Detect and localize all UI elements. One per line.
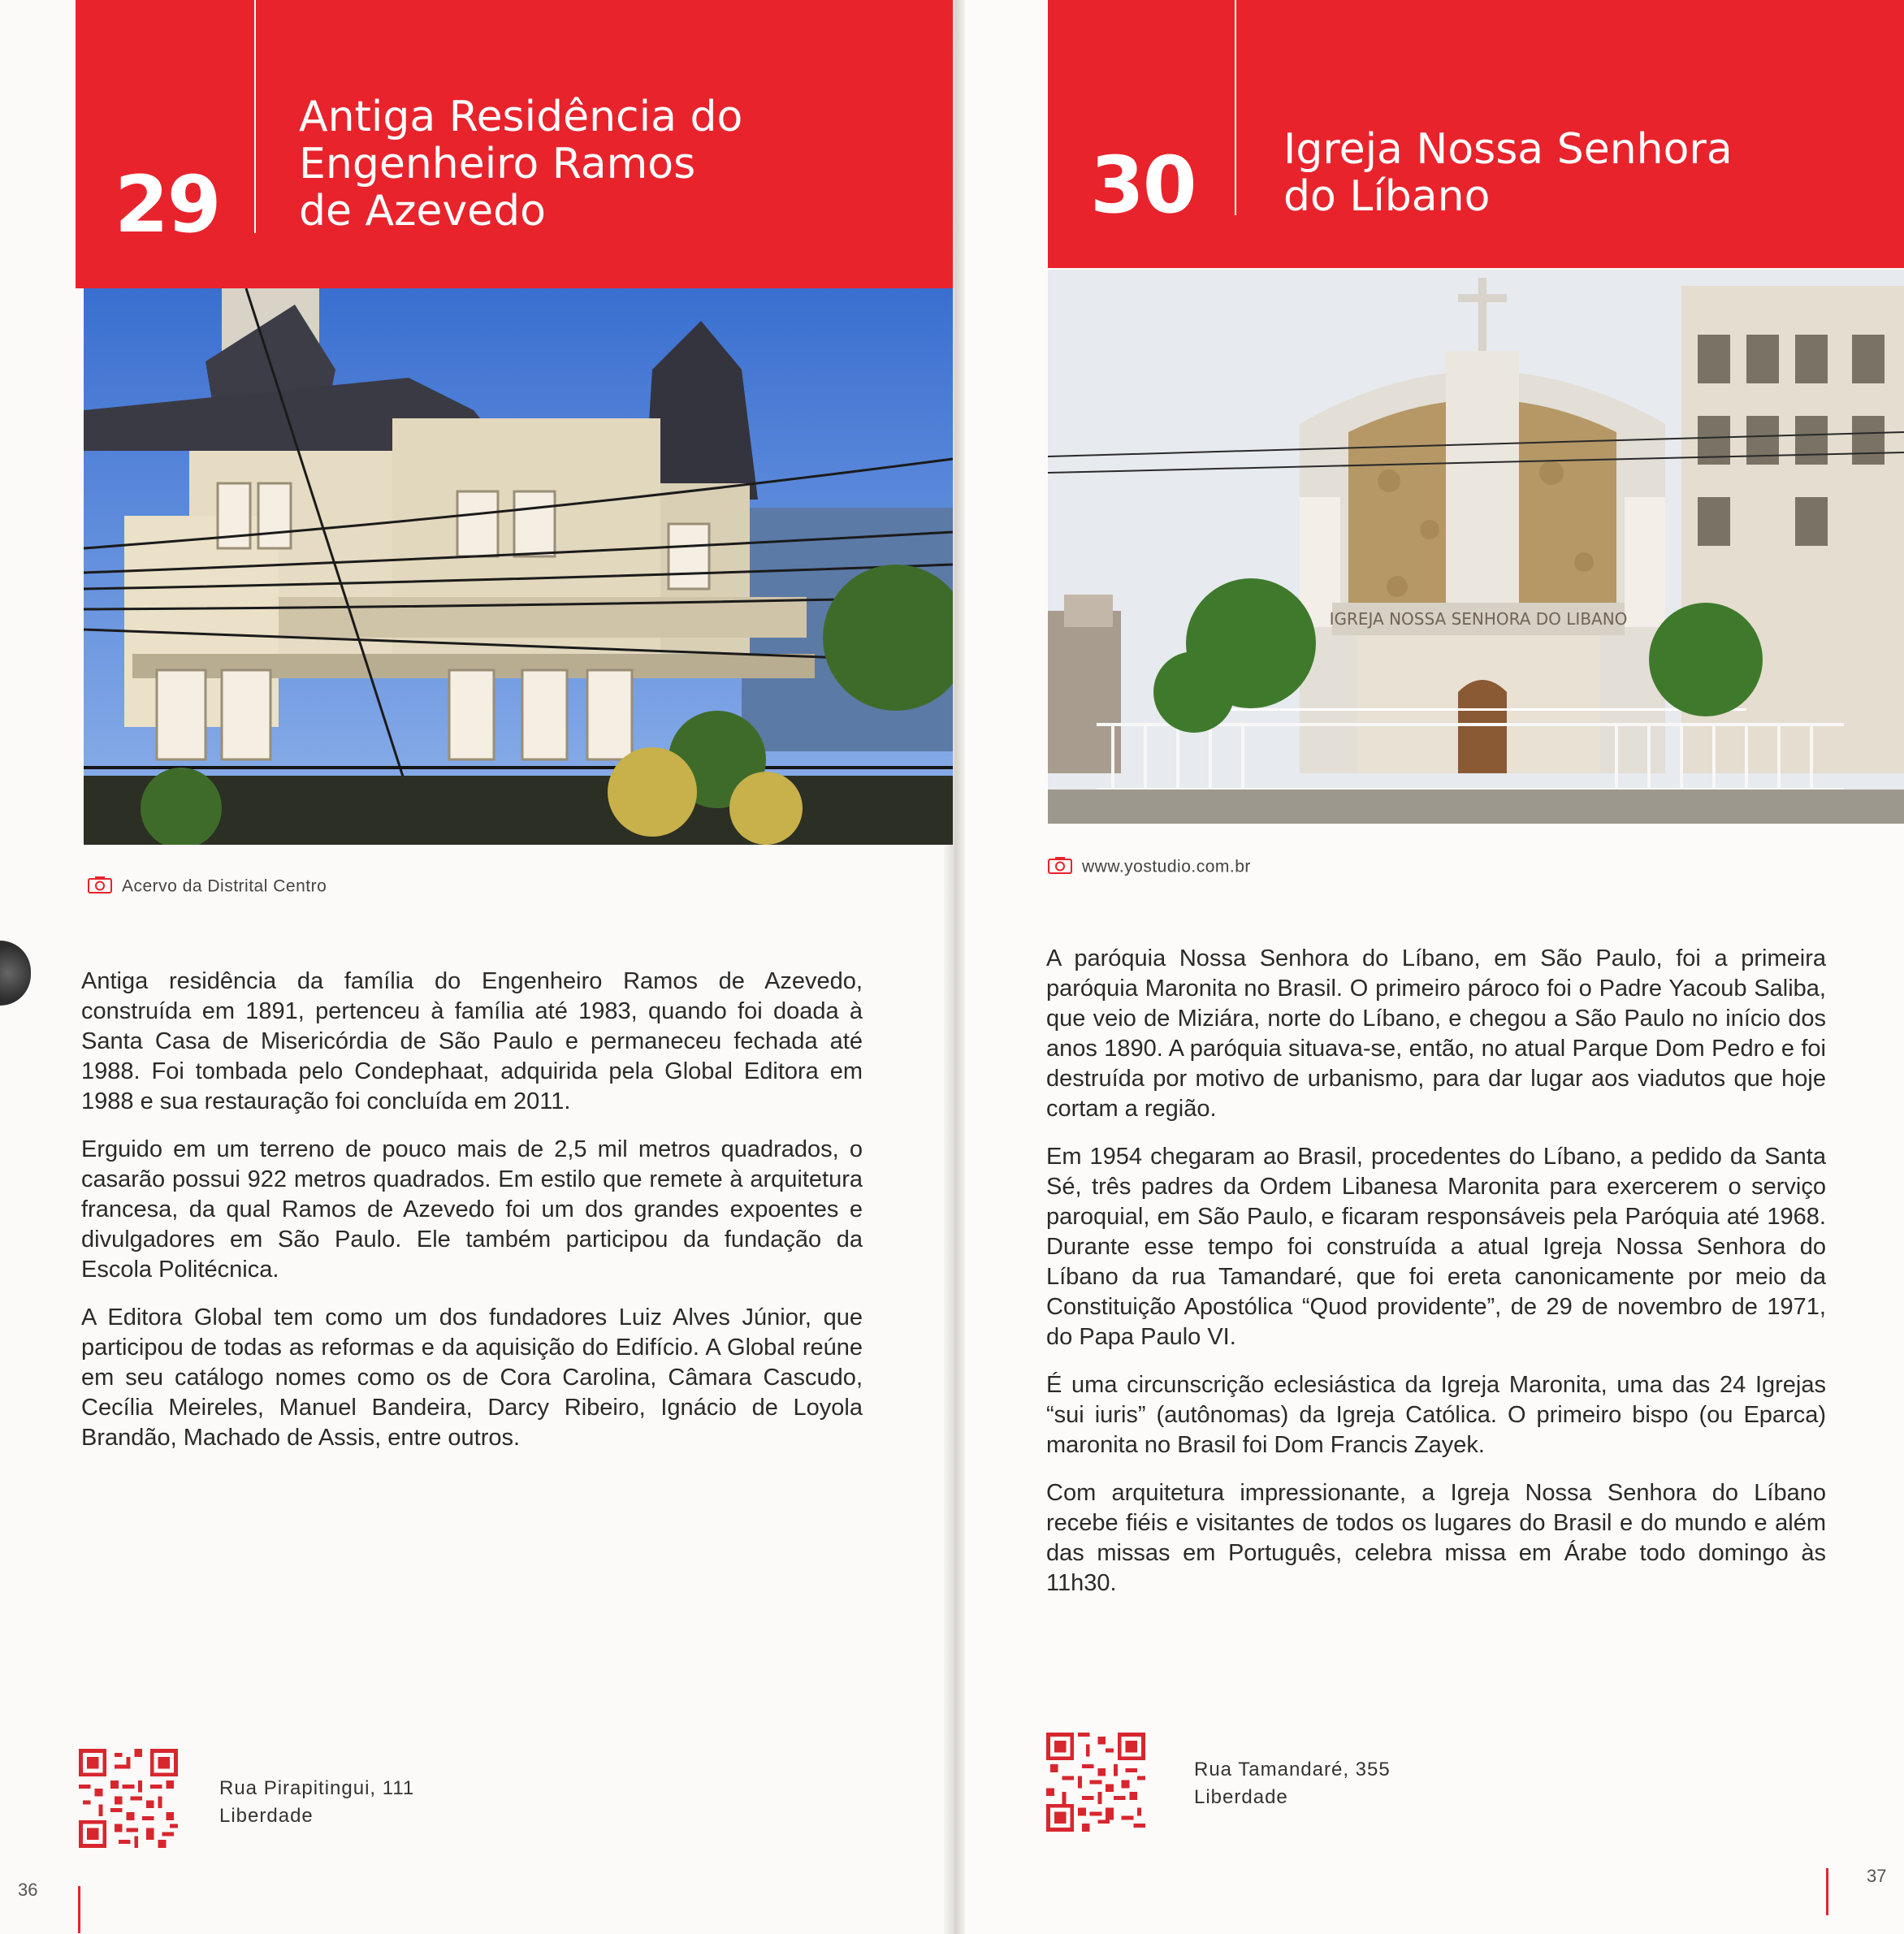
address (219, 1775, 414, 1830)
address (1194, 1756, 1391, 1811)
address-district: Liberdade (1194, 1786, 1288, 1808)
photo-igreja-libano (1048, 270, 1904, 824)
photo-credit (1048, 856, 1251, 879)
header-30 (1048, 0, 1904, 268)
address-district: Liberdade (219, 1805, 314, 1827)
qr-code[interactable] (1046, 1733, 1145, 1832)
address-street: Rua Pirapitingui, 111 (219, 1777, 415, 1799)
paragraph: É uma circunscrição eclesiástica da Igreja Maronita, uma das 24 Igrejas “sui iuris” (autônomas) da Igreja Católica. O primeiro bispo (ou Eparca) maronita no Brasil foi Dom Francis Zayek. (1046, 1372, 1826, 1458)
camera-icon (88, 876, 112, 898)
paragraph: A Editora Global tem como um dos fundadores Luiz Alves Júnior, que participou de todas as reformas e da aquisição do Edifício. A Global reúne em seu catálogo nomes como os de Cora Carolina, Câmara Cascudo, Cecília Meireles, Manuel Bandeira, Darcy Ribeiro, Ignácio de Loyola Brandão, Machado de Assis, entre outros. (81, 1304, 863, 1451)
address-street: Rua Tamandaré, 355 (1194, 1759, 1391, 1780)
photo-credit (88, 876, 327, 898)
camera-icon (1048, 856, 1072, 879)
photo-ramos-azevedo-residence (84, 288, 953, 845)
body-text (1046, 944, 1826, 1616)
paragraph: Em 1954 chegaram ao Brasil, procedentes do Líbano, a pedido da Santa Sé, três padres da Ordem Libanesa Maronita para exercerem o serviço paroquial, em São Paulo, e ficaram responsáveis pela Paróquia até 1968. Durante esse tempo foi construída a atual Igreja Nossa Senhora do Líbano da rua Tamandaré, que foi ereta canonicamente por meio da Constituição Apostólica “Quod providente”, de 29 de novembro de 1971, do Papa Paulo VI. (1046, 1144, 1826, 1350)
page-marker (1826, 1868, 1828, 1915)
photo-credit-text: www.yostudio.com.br (1082, 857, 1251, 876)
paragraph: Com arquitetura impressionante, a Igreja Nossa Senhora do Líbano recebe fiéis e visitantes de todos os lugares do Brasil e do mundo e além das missas em Português, celebra missa em Árabe todo domingo às 11h30. (1046, 1480, 1826, 1596)
page-number: 36 (18, 1880, 38, 1900)
entry-number: 30 (1090, 140, 1196, 231)
header-29 (76, 0, 953, 288)
body-text (81, 967, 863, 1471)
paragraph: A paróquia Nossa Senhora do Líbano, em São Paulo, foi a primeira paróquia Maronita no Brasil. O primeiro pároco foi o Padre Yacoub Saliba, que veio de Miziára, norte do Líbano, e chegou a São Paulo no início dos anos 1890. A paróquia situava-se, então, no atual Parque Dom Pedro e foi destruída por motivo de urbanismo, para dar lugar aos viadutos que hoje cortam a região. (1046, 945, 1826, 1122)
header-divider (254, 0, 256, 233)
qr-code[interactable] (79, 1749, 178, 1848)
entry-title: Antiga Residência do Engenheiro Ramos de Azevedo (299, 93, 743, 236)
paragraph: Antiga residência da família do Engenheiro Ramos de Azevedo, construída em 1891, pertenceu à família até 1983, quando foi doada à Santa Casa de Misericórdia de São Paulo e permaneceu fechada até 1988. Foi tombada pelo Condephaat, adquirida pela Global Editora em 1988 e sua restauração foi concluída em 2011. (81, 968, 863, 1114)
church-sign: IGREJA NOSSA SENHORA DO LIBANO (1329, 609, 1628, 629)
photo-credit-text: Acervo da Distrital Centro (122, 876, 327, 896)
entry-title: Igreja Nossa Senhora do Líbano (1283, 125, 1733, 221)
page-number: 37 (1867, 1866, 1887, 1886)
entry-number: 29 (115, 159, 220, 250)
paragraph: Erguido em um terreno de pouco mais de 2,5 mil metros quadrados, o casarão possui 922 metros quadrados. Em estilo que remete à arquitetura francesa, da qual Ramos de Azevedo foi um dos grandes expoentes e divulgadores em São Paulo. Ele também participou da fundação da Escola Politécnica. (81, 1136, 863, 1283)
page-marker (78, 1886, 80, 1933)
header-divider (1235, 0, 1236, 215)
